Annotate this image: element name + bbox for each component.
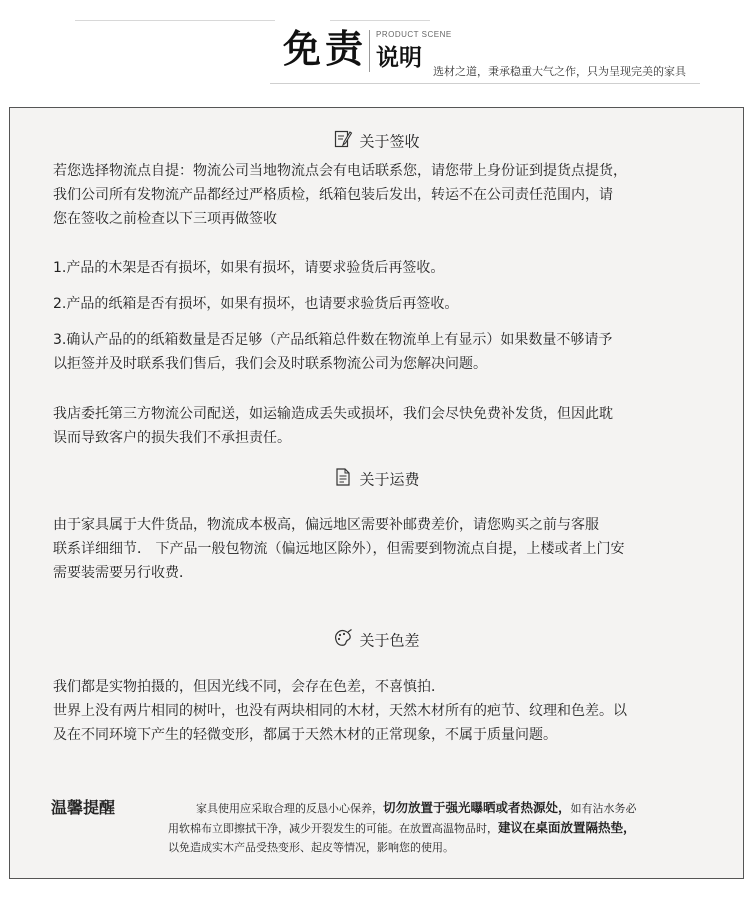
- shipping-line-1: 由于家具属于大件货品，物流成本极高，偏远地区需要补邮费差价，请您购买之前与客服: [53, 517, 599, 533]
- section-title-sign: [10, 129, 743, 153]
- reminder-line-1-bold: 切勿放置于强光曝晒或者热源处，: [383, 800, 571, 815]
- sign-notice-line-1: 我店委托第三方物流公司配送，如运输造成丢失或损坏，我们会尽快免费补发货，但因此耽: [53, 406, 613, 422]
- document-icon: [333, 467, 353, 491]
- reminder-line-3: 以免造成实木产品受热变形、起皮等情况，影响您的使用。: [168, 841, 454, 854]
- reminder-line-2-bold: 建议在桌面放置隔热垫，: [498, 820, 636, 835]
- signature-icon: [333, 129, 353, 153]
- shipping-line-2: 联系详细细节． 下产品一般包物流（偏远地区除外），但需要到物流点自提，上楼或者上门安: [53, 541, 625, 557]
- reminder-line-2: [168, 818, 636, 838]
- header-title-char-1: 免: [283, 26, 322, 71]
- color-line-3: 及在不同环境下产生的轻微变形，都属于天然木材的正常现象，不属于质量问题。: [53, 727, 557, 743]
- sign-notice-line-2: 误而导致客户的损失我们不承担责任。: [53, 430, 291, 446]
- color-line-2: 世界上没有两片相同的树叶，也没有两块相同的木材，天然木材所有的疤节、纹理和色差。以: [53, 703, 627, 719]
- reminder-line-1-a: 家具使用应采取合理的反恳小心保养，: [196, 802, 383, 815]
- sign-intro-line-2: 我们公司所有发物流产品都经过严格质检，纸箱包装后发出，转运不在公司责任范围内，请: [53, 187, 613, 203]
- sign-item-2: 2.产品的纸箱是否有损坏，如果有损坏，也请要求验货后再签收。: [53, 296, 459, 312]
- header-line-bottom: [270, 83, 700, 84]
- reminder-title: 温馨提醒: [51, 798, 116, 817]
- section-title-sign-text: 关于签收: [359, 132, 420, 151]
- header-title-char-2: 责: [325, 26, 364, 71]
- header-line-top-left: [75, 20, 275, 21]
- sign-item-1: 1.产品的木架是否有损坏，如果有损坏，请要求验货后再签收。: [53, 260, 445, 276]
- header-title-char-3: 说明: [376, 44, 422, 71]
- disclaimer-panel: [9, 107, 744, 879]
- reminder-line-2-a: 用软棉布立即擦拭干净，减少开裂发生的可能。在放置高温物品时，: [168, 822, 498, 835]
- reminder-line-1: [196, 798, 637, 818]
- color-line-1: 我们都是实物拍摄的，但因光线不同，会存在色差，不喜慎拍．: [53, 679, 445, 695]
- section-title-shipping-text: 关于运费: [359, 470, 420, 489]
- palette-icon: [333, 628, 353, 652]
- header-separator: [369, 30, 370, 72]
- reminder-line-1-c: 如有沾水务必: [570, 802, 637, 815]
- section-title-color: [10, 628, 743, 652]
- section-title-color-text: 关于色差: [359, 631, 420, 650]
- section-title-shipping: [10, 467, 743, 491]
- header-product-scene: PRODUCT SCENE: [376, 30, 452, 39]
- sign-intro-line-1: 若您选择物流点自提：物流公司当地物流点会有电话联系您，请您带上身份证到提货点提货，: [53, 163, 627, 179]
- sign-intro-line-3: 您在签收之前检查以下三项再做签收: [53, 211, 277, 227]
- header-line-top-right: [330, 20, 430, 21]
- header-slogan: 选材之道，秉承稳重大气之作，只为呈现完美的家具: [433, 65, 686, 78]
- shipping-line-3: 需要装需要另行收费．: [53, 565, 193, 581]
- sign-item-3-line-2: 以拒签并及时联系我们售后，我们会及时联系物流公司为您解决问题。: [53, 356, 487, 372]
- sign-item-3-line-1: 3.确认产品的的纸箱数量是否足够（产品纸箱总件数在物流单上有显示）如果数量不够请予: [53, 332, 613, 348]
